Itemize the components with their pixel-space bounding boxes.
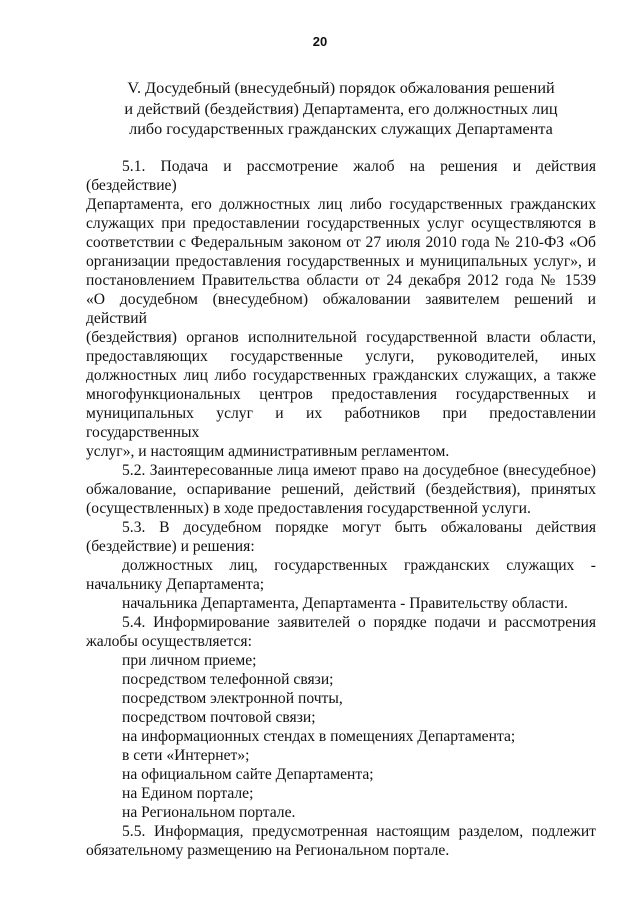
text-line: начальнику Департамента; [86, 576, 265, 593]
text-line: (бездействия) органов исполнительной государственной власти области, [86, 329, 596, 346]
list-item: в сети «Интернет»; [122, 747, 250, 764]
text-line: соответствии с Федеральным законом от 27 июля 2010 года № 210-ФЗ «Об [86, 234, 596, 251]
text-line: постановлением Правительства области от 24 декабря 2012 года № 1539 [86, 272, 596, 289]
list-item: посредством электронной почты, [122, 690, 343, 707]
text-line: «О досудебном (внесудебном) обжаловании заявителем решений и действий [86, 291, 596, 327]
text-line: 5.5. Информация, предусмотренная настоящим разделом, подлежит [122, 823, 596, 840]
heading-line: V. Досудебный (внесудебный) порядок обжалования решений [127, 79, 555, 97]
text-line: услуг», и настоящим административным регламентом. [86, 443, 450, 460]
paragraph-5-1 [86, 157, 596, 461]
text-line: многофункциональных центров предоставления государственных и [86, 386, 596, 403]
section-heading [86, 78, 596, 140]
text-line: 5.4. Информирование заявителей о порядке подачи и рассмотрения [122, 614, 596, 631]
text-line: обязательному размещению на Региональном портале. [86, 842, 450, 859]
text-line: (бездействие) и решения: [86, 538, 255, 555]
list-item: на официальном сайте Департамента; [122, 766, 374, 783]
heading-line: либо государственных гражданских служащих Департамента [129, 120, 553, 138]
paragraph-5-4 [86, 613, 596, 822]
page-number: 20 [312, 34, 328, 49]
paragraph-5-3 [86, 518, 596, 613]
text-line: обжалование, оспаривание решений, действий (бездействия), принятых [86, 481, 596, 498]
text-line: 5.2. Заинтересованные лица имеют право на досудебное (внесудебное) [122, 462, 596, 479]
list-item: на Региональном портале. [122, 804, 296, 821]
text-line: должностных лиц либо государственных гражданских служащих, а также [86, 367, 596, 384]
text-line: 5.3. В досудебном порядке могут быть обжалованы действия [122, 519, 596, 536]
text-line: служащих при предоставлении государственных услуг осуществляются в [86, 215, 596, 232]
text-line: (осуществленных) в ходе предоставления государственной услуги. [86, 500, 531, 517]
text-line: предоставляющих государственные услуги, руководителей, иных [86, 348, 596, 365]
text-line: муниципальных услуг и их работников при предоставлении государственных [86, 405, 596, 441]
list-item: при личном приеме; [122, 652, 257, 669]
text-line: начальника Департамента, Департамента - Правительству области. [122, 595, 568, 612]
text-line: 5.1. Подача и рассмотрение жалоб на решения и действия (бездействие) [86, 158, 596, 194]
paragraph-5-5 [86, 822, 596, 860]
text-line: организации предоставления государственных и муниципальных услуг», и [86, 253, 596, 270]
list-item: посредством почтовой связи; [122, 709, 316, 726]
list-item: на информационных стендах в помещениях Департамента; [122, 728, 516, 745]
text-line: жалобы осуществляется: [86, 633, 252, 650]
list-item: посредством телефонной связи; [122, 671, 334, 688]
document-body [86, 157, 596, 860]
paragraph-5-2 [86, 461, 596, 518]
heading-line: и действий (бездействия) Департамента, его должностных лиц [124, 99, 558, 118]
list-item: на Едином портале; [122, 785, 254, 802]
text-line: должностных лиц, государственных гражданских служащих - [122, 557, 596, 574]
text-line: Департамента, его должностных лиц либо государственных гражданских [86, 196, 596, 213]
